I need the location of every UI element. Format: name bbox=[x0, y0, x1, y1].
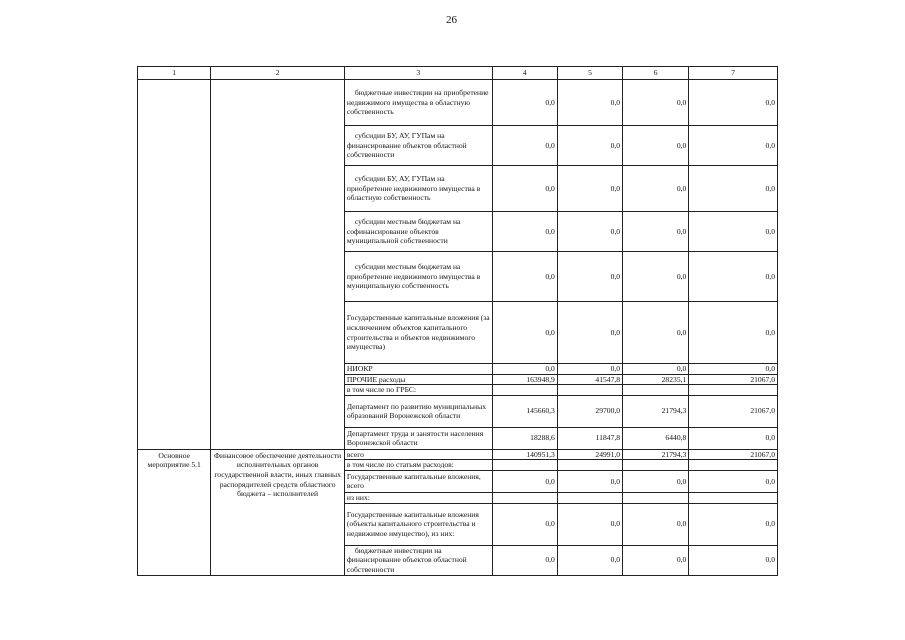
value-cell: 0,0 bbox=[492, 470, 557, 492]
value-cell: 0,0 bbox=[689, 166, 778, 212]
table-body bbox=[138, 80, 778, 576]
event-title: Финансовое обеспечение деятельности исполнительных органов государственной власти, иных главных распорядителей средств областного бюджета – исполнителей bbox=[211, 449, 345, 575]
value-cell: 6440,8 bbox=[623, 427, 689, 449]
value-cell: 28235,1 bbox=[623, 374, 689, 385]
column-header: 1 bbox=[138, 67, 211, 80]
value-cell: 0,0 bbox=[492, 166, 557, 212]
row-description: из них: bbox=[344, 492, 492, 503]
row-description: в том числе по статьям расходов: bbox=[344, 460, 492, 471]
value-cell: 0,0 bbox=[689, 302, 778, 364]
budget-table bbox=[137, 66, 778, 576]
value-cell: 0,0 bbox=[557, 302, 622, 364]
row-description: в том числе по ГРБС: bbox=[344, 385, 492, 396]
page-number: 26 bbox=[446, 14, 457, 26]
value-cell: 0,0 bbox=[689, 545, 778, 575]
value-cell bbox=[689, 460, 778, 471]
value-cell: 0,0 bbox=[492, 503, 557, 545]
value-cell: 0,0 bbox=[492, 364, 557, 375]
column-header: 2 bbox=[211, 67, 345, 80]
value-cell: 0,0 bbox=[623, 212, 689, 252]
value-cell: 0,0 bbox=[557, 212, 622, 252]
column-header: 6 bbox=[623, 67, 689, 80]
value-cell: 163948,9 bbox=[492, 374, 557, 385]
value-cell: 0,0 bbox=[492, 545, 557, 575]
value-cell bbox=[623, 460, 689, 471]
empty-cell bbox=[211, 80, 345, 450]
value-cell: 0,0 bbox=[689, 212, 778, 252]
value-cell: 41547,8 bbox=[557, 374, 622, 385]
table-row bbox=[138, 80, 778, 126]
empty-cell bbox=[138, 80, 211, 450]
value-cell bbox=[492, 460, 557, 471]
value-cell: 0,0 bbox=[557, 252, 622, 302]
value-cell: 0,0 bbox=[492, 252, 557, 302]
row-description: субсидии местным бюджетам на софинансирование объектов муниципальной собственности bbox=[344, 212, 492, 252]
value-cell: 29700,0 bbox=[557, 395, 622, 427]
value-cell: 0,0 bbox=[492, 302, 557, 364]
value-cell: 0,0 bbox=[689, 364, 778, 375]
value-cell: 0,0 bbox=[623, 80, 689, 126]
column-header: 7 bbox=[689, 67, 778, 80]
value-cell: 21794,3 bbox=[623, 449, 689, 460]
value-cell: 0,0 bbox=[557, 545, 622, 575]
value-cell: 21067,0 bbox=[689, 395, 778, 427]
value-cell: 0,0 bbox=[557, 503, 622, 545]
value-cell bbox=[689, 385, 778, 396]
value-cell bbox=[689, 492, 778, 503]
value-cell bbox=[557, 460, 622, 471]
value-cell bbox=[623, 492, 689, 503]
value-cell bbox=[492, 492, 557, 503]
column-header: 5 bbox=[557, 67, 622, 80]
value-cell: 21067,0 bbox=[689, 374, 778, 385]
row-description: Департамент труда и занятости населения Воронежской области bbox=[344, 427, 492, 449]
value-cell: 0,0 bbox=[689, 427, 778, 449]
event-name: Основное мероприятие 5.1 bbox=[138, 449, 211, 575]
value-cell: 0,0 bbox=[689, 503, 778, 545]
row-description: НИОКР bbox=[344, 364, 492, 375]
row-description: субсидии местным бюджетам на приобретение недвижимого имущества в муниципальную собственность bbox=[344, 252, 492, 302]
row-description: Государственные капитальные вложения (объекты капитального строительства и недвижимое имущество), из них: bbox=[344, 503, 492, 545]
value-cell: 0,0 bbox=[557, 166, 622, 212]
value-cell: 0,0 bbox=[689, 470, 778, 492]
column-number-row bbox=[138, 67, 778, 80]
value-cell: 11847,8 bbox=[557, 427, 622, 449]
row-description: бюджетные инвестиции на приобретение недвижимого имущества в областную собственность bbox=[344, 80, 492, 126]
value-cell: 21794,3 bbox=[623, 395, 689, 427]
value-cell bbox=[623, 385, 689, 396]
value-cell: 0,0 bbox=[623, 545, 689, 575]
row-description: ПРОЧИЕ расходы bbox=[344, 374, 492, 385]
value-cell: 18288,6 bbox=[492, 427, 557, 449]
value-cell: 145660,3 bbox=[492, 395, 557, 427]
column-header: 4 bbox=[492, 67, 557, 80]
value-cell: 0,0 bbox=[623, 364, 689, 375]
value-cell bbox=[557, 385, 622, 396]
value-cell bbox=[492, 385, 557, 396]
row-description: бюджетные инвестиции на финансирование объектов областной собственности bbox=[344, 545, 492, 575]
value-cell: 0,0 bbox=[623, 252, 689, 302]
value-cell: 0,0 bbox=[492, 212, 557, 252]
value-cell: 0,0 bbox=[623, 166, 689, 212]
row-description: Государственные капитальные вложения (за исключением объектов капитального строительства и объектов недвижимого имущества) bbox=[344, 302, 492, 364]
value-cell: 0,0 bbox=[689, 252, 778, 302]
row-description: субсидии БУ, АУ, ГУПам на приобретение недвижимого имущества в областную собственность bbox=[344, 166, 492, 212]
value-cell: 0,0 bbox=[623, 470, 689, 492]
value-cell: 0,0 bbox=[689, 126, 778, 166]
value-cell: 0,0 bbox=[623, 503, 689, 545]
row-description: Департамент по развитию муниципальных образований Воронежской области bbox=[344, 395, 492, 427]
value-cell: 0,0 bbox=[557, 364, 622, 375]
value-cell: 0,0 bbox=[492, 126, 557, 166]
value-cell bbox=[557, 492, 622, 503]
value-cell: 140951,3 bbox=[492, 449, 557, 460]
value-cell: 0,0 bbox=[623, 302, 689, 364]
row-description: Государственные капитальные вложения, всего bbox=[344, 470, 492, 492]
value-cell: 24991,0 bbox=[557, 449, 622, 460]
value-cell: 0,0 bbox=[623, 126, 689, 166]
value-cell: 0,0 bbox=[689, 80, 778, 126]
row-description: субсидии БУ, АУ, ГУПам на финансирование объектов областной собственности bbox=[344, 126, 492, 166]
value-cell: 0,0 bbox=[557, 470, 622, 492]
value-cell: 0,0 bbox=[492, 80, 557, 126]
value-cell: 0,0 bbox=[557, 80, 622, 126]
value-cell: 0,0 bbox=[557, 126, 622, 166]
column-header: 3 bbox=[344, 67, 492, 80]
row-description: всего bbox=[344, 449, 492, 460]
table-row bbox=[138, 449, 778, 460]
value-cell: 21067,0 bbox=[689, 449, 778, 460]
